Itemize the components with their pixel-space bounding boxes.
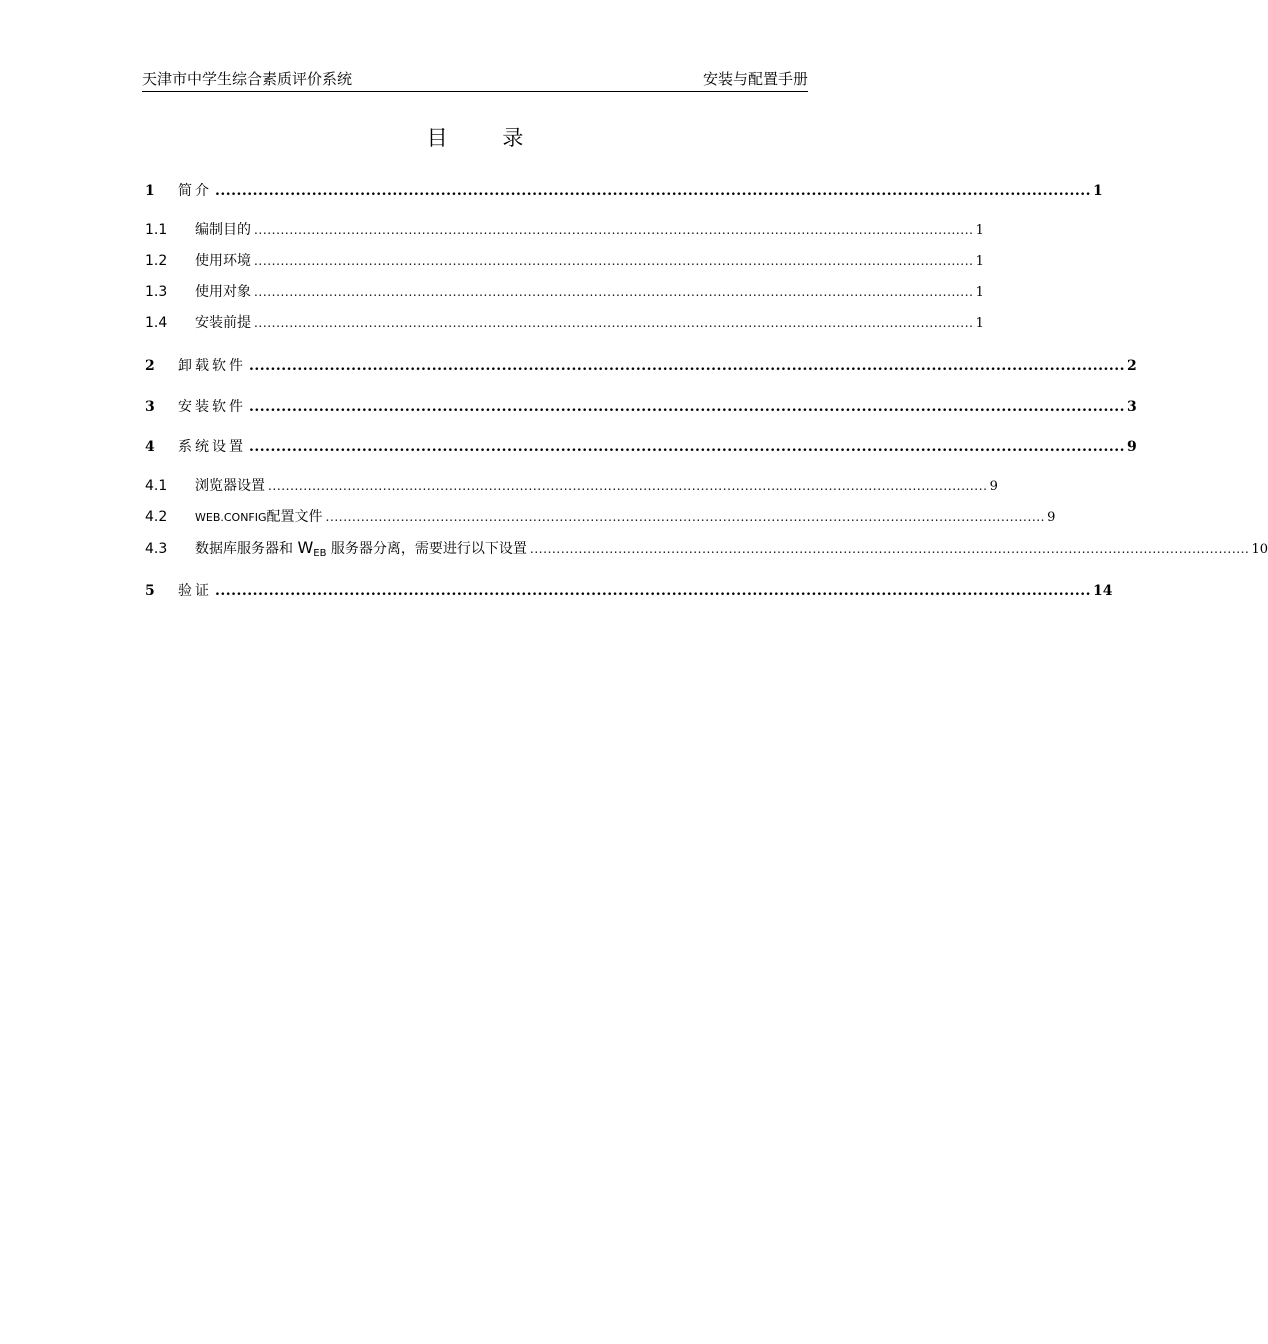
toc-entry-title-part-a: 数据库服务器和 (195, 541, 293, 557)
toc-entry-title: 浏览器设置 (195, 478, 265, 494)
toc-entry-page: 9 (989, 479, 998, 494)
toc-entry[interactable] (145, 220, 984, 240)
toc-entry[interactable] (145, 581, 1113, 601)
toc-entry-title-eb: EB (313, 548, 327, 559)
toc-entry-title: 安装前提 (195, 315, 251, 331)
toc-entry-page: 10 (1251, 542, 1268, 557)
toc-title: 目 录 (426, 126, 548, 150)
dot-leader: ................................................................................................................................................................... (254, 254, 974, 268)
toc-entry-number: 4.3 (145, 541, 168, 557)
toc-entry[interactable] (145, 476, 998, 496)
toc-entry-number: 1 (145, 183, 155, 199)
dot-leader: ................................................................................................................................................................... (249, 399, 1125, 415)
toc-entry-page: 1 (975, 254, 984, 269)
toc-entry-number: 4 (145, 439, 155, 455)
toc-entry-number: 4.2 (145, 509, 168, 525)
header-manual-name: 安装与配置手册 (702, 70, 808, 88)
toc-entry[interactable] (145, 507, 1056, 527)
dot-leader: ................................................................................................................................................................... (268, 479, 988, 493)
dot-leader: ................................................................................................................................................................... (254, 223, 974, 237)
toc-entry-title: 简介 (178, 183, 212, 199)
dot-leader: ................................................................................................................................................................... (249, 439, 1125, 455)
dot-leader: ................................................................................................................................................................... (215, 583, 1091, 599)
dot-leader: ................................................................................................................................................................... (254, 316, 974, 330)
toc-entry-title: 使用对象 (195, 284, 251, 300)
toc-entry[interactable] (145, 282, 984, 302)
toc-entry-title (195, 538, 527, 564)
toc-entry-page: 2 (1126, 358, 1137, 374)
toc-entry-page: 9 (1126, 439, 1137, 455)
toc-entry-number: 1.1 (145, 222, 168, 238)
toc-entry-title-rest: 配置文件 (266, 509, 323, 525)
toc-entry-title: 系统设置 (178, 439, 246, 455)
toc-entry-number: 1.3 (145, 284, 168, 300)
toc-entry-title: 安装软件 (178, 399, 246, 415)
toc-entry-page: 1 (1092, 183, 1103, 199)
toc-entry-title: 使用环境 (195, 253, 251, 269)
dot-leader: ................................................................................................................................................................... (215, 183, 1091, 199)
toc-entry[interactable] (145, 356, 1137, 376)
toc-entry[interactable] (145, 251, 984, 271)
toc-entry-number: 3 (145, 399, 155, 415)
toc-entry-page: 1 (975, 316, 984, 331)
toc-entry-number: 5 (145, 583, 155, 599)
header-system-name: 天津市中学生综合素质评价系统 (142, 70, 353, 88)
toc-entry-title-part-b: 服务器分离，需要进行以下设置 (330, 541, 527, 557)
toc-entry[interactable] (145, 538, 1268, 559)
dot-leader: ................................................................................................................................................................... (254, 285, 974, 299)
dot-leader: ................................................................................................................................................................... (529, 542, 1250, 556)
toc-entry-page: 3 (1126, 399, 1137, 415)
toc-entry-page: 14 (1092, 583, 1113, 599)
page-header (142, 70, 808, 92)
toc-entry-number: 4.1 (145, 478, 168, 494)
toc-entry[interactable] (145, 313, 984, 333)
dot-leader: ................................................................................................................................................................... (325, 510, 1046, 524)
toc-entry-number: 1.2 (145, 253, 168, 269)
toc-entry-page: 1 (975, 223, 984, 238)
toc-entry-page: 1 (975, 285, 984, 300)
toc-entry[interactable] (145, 181, 1103, 201)
toc-entry-title: 卸载软件 (178, 358, 246, 374)
toc-entry-number: 1.4 (145, 315, 168, 331)
toc-entry-title-prefix: WEB.CONFIG (195, 511, 267, 524)
toc-entry-title (195, 507, 323, 528)
toc-entry[interactable] (145, 397, 1137, 417)
toc-entry-page: 9 (1047, 510, 1056, 525)
toc-entry-title: 编制目的 (195, 222, 251, 238)
toc-entry[interactable] (145, 437, 1137, 457)
toc-entry-number: 2 (145, 358, 155, 374)
toc-entry-title-w: W (297, 538, 314, 557)
toc-entry-title: 验证 (178, 583, 212, 599)
dot-leader: ................................................................................................................................................................... (249, 358, 1125, 374)
